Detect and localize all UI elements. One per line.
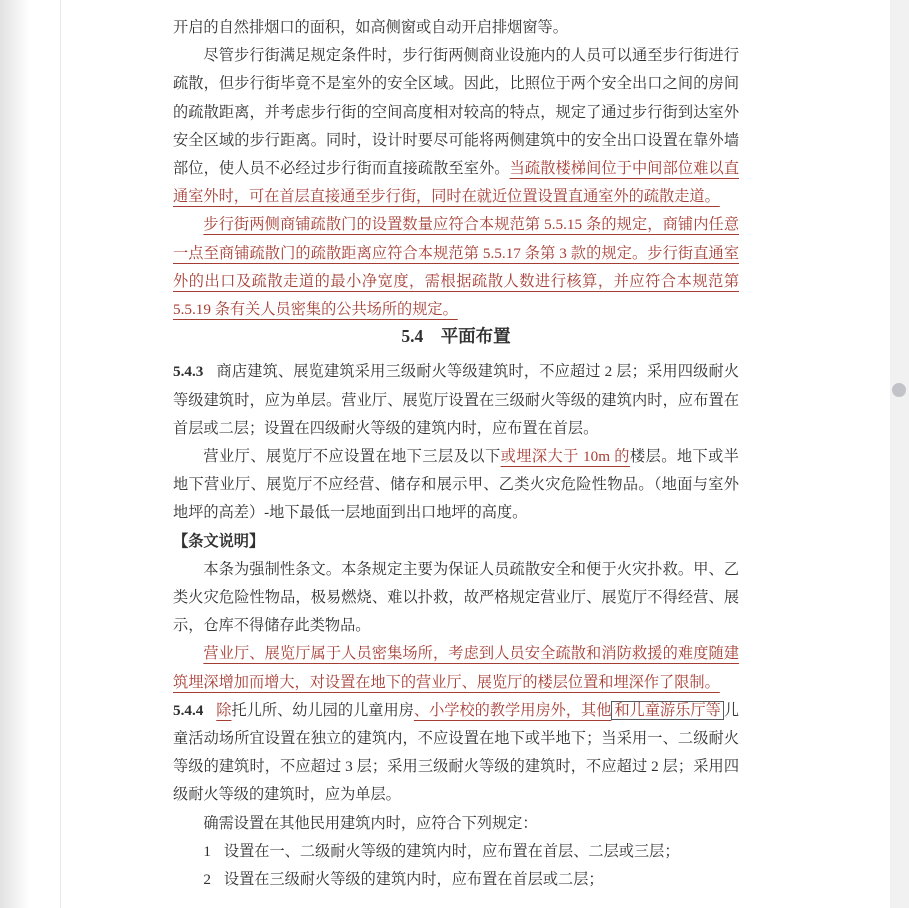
paragraph — [173, 810, 739, 838]
revision-text: 营业厅、展览厅属于人员密集场所，考虑到人员安全疏散和消防救援的难度随建筑埋深增加而增大，对设置在地下的营业厅、展览厅的楼层位置和埋深作了限制。 — [173, 645, 739, 691]
bold-text-segment: 【条文说明】 — [173, 532, 265, 550]
text-segment: 设置在一、二级耐火等级的建筑内时，应布置在首层、二层或三层； — [223, 842, 680, 860]
clause-number: 5.4.4 — [173, 701, 204, 719]
list-item — [173, 838, 739, 866]
scrollbar-track[interactable] — [890, 0, 909, 908]
paragraph — [173, 640, 739, 696]
text-segment: 确需设置在其他民用建筑内时，应符合下列规定： — [203, 814, 538, 832]
paragraph-continuation — [173, 14, 739, 42]
text-segment: 托儿所、幼儿园的儿童用房 — [231, 701, 414, 719]
text-segment: 营业厅、展览厅不应设置在地下三层及以下 — [203, 448, 501, 466]
clause-paragraph — [173, 697, 739, 810]
text-segment: 本条为强制性条文。本条规定主要为保证人员疏散安全和便于火灾扑救。甲、乙类火灾危险性物品，极易燃烧、难以扑救，故严格规定营业厅、展览厅不得经营、展示，仓库不得储存此类物品。 — [173, 560, 739, 635]
text-segment: 楼层。地下或半地下营业厅、展览厅不应经营、储存和展示甲、乙类火灾危险性物品。（地面与室外地坪的高差）-地下最低一层地面到出口地坪的高度。 — [173, 448, 739, 522]
clause-number: 5.4 — [401, 326, 424, 347]
revision-text: 或埋深大于 10m 的 — [500, 448, 630, 466]
paragraph — [173, 211, 739, 324]
text-segment: 商店建筑、展览建筑采用三级耐火等级建筑时，不应超过 2 层；采用四级耐火等级建筑时，应为单层。营业厅、展览厅设置在三级耐火等级的建筑内时，应布置在首层或二层；设置在四级耐火等级的建筑内时，应布置在首层。 — [173, 363, 739, 437]
commentary-label — [173, 528, 739, 556]
text-segment: 开启的自然排烟口的面积，如高侧窗或自动开启排烟窗等。 — [173, 19, 568, 36]
document-body — [173, 14, 739, 894]
paragraph — [173, 556, 739, 641]
text-segment: 设置在三级耐火等级的建筑内时，应布置在首层或二层； — [223, 871, 604, 889]
paragraph — [173, 443, 739, 528]
deleted-text-box: 和儿童游乐厅等 — [611, 701, 723, 720]
revision-text: 、小学校的教学用房外，其他 — [413, 701, 612, 719]
page-left-shadow — [0, 0, 30, 908]
paragraph — [173, 42, 739, 211]
clause-number: 5.4.3 — [173, 363, 204, 381]
scrollbar-thumb[interactable] — [892, 383, 906, 397]
revision-text: 当疏散楼梯间位于中间部位难以直通室外时，可在首层直接通至步行街，同时在就近位置设置直通室外的疏散走道。 — [173, 160, 740, 206]
section-heading — [173, 322, 739, 350]
revision-text: 步行街两侧商铺疏散门的设置数量应符合本规范第 5.5.15 条的规定，商铺内任意一点至商铺疏散门的疏散距离应符合本规范第 5.5.17 条第 3 款的规定。步行街直通室外的出口及疏散走道的最小净宽度，需根据疏散人数进行核算，并应符合本规范第 5.5.19 条有关人员密集的公共场所的规定。 — [173, 216, 739, 319]
clause-paragraph — [173, 358, 739, 443]
bold-text-segment: 平面布置 — [440, 326, 511, 347]
list-item — [173, 866, 739, 894]
page-left-border — [60, 0, 61, 908]
list-item-number: 1 — [203, 842, 211, 860]
list-item-number: 2 — [203, 871, 211, 889]
revision-text: 除 — [216, 701, 232, 719]
text-segment: 尽管步行街满足规定条件时，步行街两侧商业设施内的人员可以通至步行街进行疏散，但步行街毕竟不是室外的安全区域。因此，比照位于两个安全出口之间的房间的疏散距离，并考虑步行街的空间高度相对较高的特点，规定了通过步行街到达室外安全区域的步行距离。同时，设计时要尽可能将两侧建筑中的安全出口设置在靠外墙部位，使人员不必经过步行街而直接疏散至室外。 — [173, 47, 739, 178]
text-segment: 儿童活动场所宜设置在独立的建筑内，不应设置在地下或半地下；当采用一、二级耐火等级的建筑时，不应超过 3 层；采用三级耐火等级的建筑时，不应超过 2 层；采用四级耐火等级的建筑时，应为单层。 — [173, 701, 740, 804]
